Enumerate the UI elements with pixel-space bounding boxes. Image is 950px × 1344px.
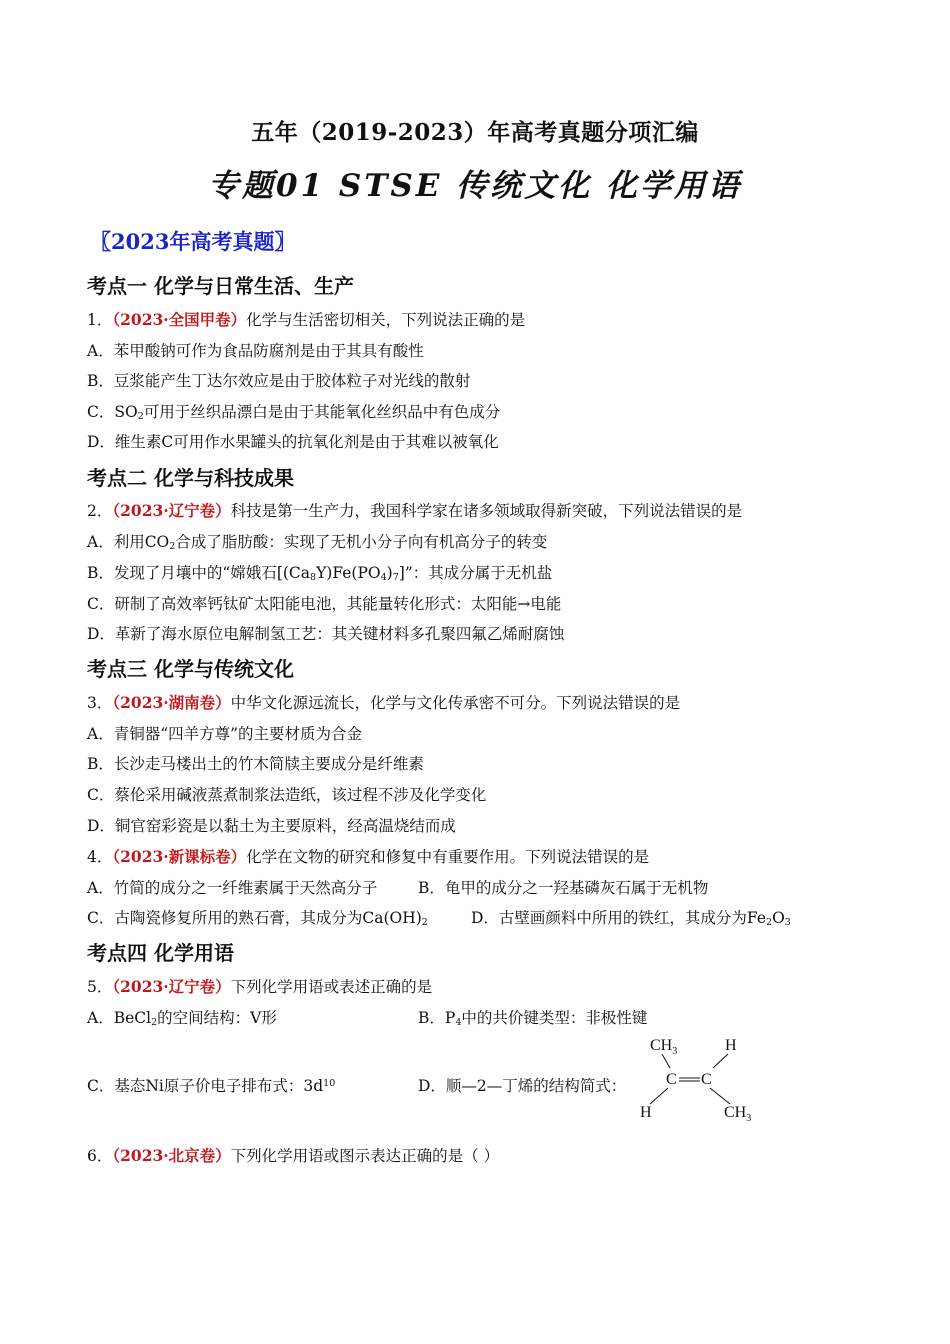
- q1-text: 化学与生活密切相关，下列说法正确的是: [246, 311, 526, 329]
- q5-b-sub: 4: [455, 1017, 462, 1028]
- q1-c-sub: 2: [137, 411, 144, 422]
- q2-b-mid: Y)Fe(PO: [316, 564, 381, 582]
- q1-stem: [87, 308, 525, 330]
- kp1-heading: 考点一 化学与日常生活、生产: [87, 274, 354, 298]
- formula-c-right: C: [701, 1071, 712, 1088]
- q5-option-a: [87, 1006, 277, 1028]
- bond-c-h: [650, 1088, 668, 1104]
- q1-option-a: A．苯甲酸钠可作为食品防腐剂是由于其具有酸性: [87, 342, 424, 360]
- q4-option-c: [87, 906, 428, 928]
- kp2-heading: 考点二 化学与科技成果: [87, 466, 294, 490]
- q2-b-sub1: 8: [310, 572, 317, 583]
- q2-b-sub3: 7: [392, 572, 399, 583]
- q1-option-c: [87, 400, 500, 422]
- q2-a-post: 合成了脂肪酸：实现了无机小分子向有机高分子的转变: [175, 533, 548, 551]
- q4-c-sub: 2: [421, 917, 428, 928]
- q4-stem: [87, 845, 649, 867]
- q4-source: （2023·新课标卷）: [112, 847, 247, 866]
- q2-a-sub: 2: [169, 541, 176, 552]
- q3-option-b: B．长沙走马楼出土的竹木简牍主要成分是纤维素: [87, 755, 424, 773]
- q4-option-a: A．竹简的成分之一纤维素属于天然高分子: [87, 879, 378, 897]
- kp4-heading: 考点四 化学用语: [87, 941, 234, 965]
- q6-number: 6．: [87, 1147, 113, 1165]
- q5-text: 下列化学用语或表述正确的是: [230, 978, 433, 996]
- q5-option-b: [418, 1006, 647, 1028]
- bond-c-ch3: [710, 1088, 730, 1104]
- q1-source: （2023·全国甲卷）: [112, 310, 247, 329]
- q1-c-post: 可用于丝织品漂白是由于其能氧化丝织品中有色成分: [143, 403, 501, 421]
- q2-option-d: D．革新了海水原位电解制氢工艺：其关键材料多孔聚四氟乙烯耐腐蚀: [87, 625, 565, 643]
- formula-h-top: H: [725, 1037, 737, 1054]
- q2-option-b: [87, 561, 552, 583]
- year-section-heading: 〖2023年高考真题〗: [90, 229, 296, 254]
- q5-c-sup: 10: [323, 1078, 336, 1089]
- q4-d-pre: D．古壁画颜料中所用的铁红，其成分为Fe: [471, 909, 767, 927]
- bond-h-c: [713, 1054, 728, 1068]
- q5-stem: [87, 975, 432, 997]
- formula-c-left: C: [666, 1071, 677, 1088]
- q6-text: 下列化学用语或图示表达正确的是（ ）: [230, 1147, 500, 1165]
- q1-c-pre: C．SO: [87, 403, 138, 421]
- q3-option-d: D．铜官窑彩瓷是以黏土为主要原料，经高温烧结而成: [87, 817, 456, 835]
- q2-source: （2023·辽宁卷）: [112, 501, 231, 520]
- q5-b-post: 中的共价键类型：非极性键: [461, 1009, 648, 1027]
- q2-a-pre: A．利用CO: [87, 533, 170, 551]
- q1-option-b: B．豆浆能产生丁达尔效应是由于胶体粒子对光线的散射: [87, 372, 471, 390]
- q5-a-post: 的空间结构：V形: [157, 1009, 277, 1027]
- q4-c-pre: C．古陶瓷修复所用的熟石膏，其成分为Ca(OH): [87, 909, 422, 927]
- q3-option-a: A．青铜器“四羊方尊”的主要材质为合金: [87, 725, 363, 743]
- cis-2-butene-structure: [638, 1030, 768, 1126]
- q5-source: （2023·辽宁卷）: [112, 977, 231, 996]
- q5-b-pre: B．P: [418, 1009, 456, 1027]
- q3-option-c: C．蔡伦采用碱液蒸煮制浆法造纸，该过程不涉及化学变化: [87, 786, 487, 804]
- q5-a-sub: 2: [151, 1017, 158, 1028]
- formula-ch3-top: $CH_3$: [650, 1037, 678, 1057]
- kp3-heading: 考点三 化学与传统文化: [87, 657, 294, 681]
- q4-option-d: [471, 906, 791, 928]
- q2-b-sub2: 4: [380, 572, 387, 583]
- q4-number: 4．: [87, 848, 113, 866]
- q5-c-pre: C．基态Ni原子价电子排布式：3d: [87, 1077, 324, 1095]
- q2-number: 2．: [87, 502, 113, 520]
- q2-text: 科技是第一生产力，我国科学家在诸多领域取得新突破，下列说法错误的是: [230, 502, 743, 520]
- q2-option-c: C．研制了高效率钙钛矿太阳能电池，其能量转化形式：太阳能→电能: [87, 595, 562, 613]
- q4-option-b: B．龟甲的成分之一羟基磷灰石属于无机物: [418, 879, 709, 897]
- q3-stem: [87, 691, 680, 713]
- q1-option-d: D．维生素C可用作水果罐头的抗氧化剂是由于其难以被氧化: [87, 433, 499, 451]
- q5-a-pre: A．BeCl: [87, 1009, 152, 1027]
- q4-d-mid: O: [772, 909, 785, 927]
- q4-d-sub2: 3: [784, 917, 791, 928]
- q5-option-c: [87, 1074, 335, 1096]
- bond-ch3-c: [662, 1054, 670, 1068]
- q6-stem: [87, 1144, 499, 1166]
- q2-b-post: ]”：其成分属于无机盐: [398, 564, 553, 582]
- formula-h-bottom: H: [640, 1104, 652, 1121]
- q1-number: 1．: [87, 311, 113, 329]
- q2-stem: [87, 499, 742, 521]
- q2-b-mid2: ): [386, 564, 393, 582]
- formula-ch3-bottom: $CH_3$: [724, 1104, 752, 1124]
- q2-b-pre: B．发现了月壤中的“嫦娥石[(Ca: [87, 564, 311, 582]
- q3-text: 中华文化源远流长，化学与文化传承密不可分。下列说法错误的是: [230, 694, 681, 712]
- q4-d-sub1: 2: [766, 917, 773, 928]
- q3-source: （2023·湖南卷）: [112, 693, 231, 712]
- q5-number: 5．: [87, 978, 113, 996]
- document-subtitle: 专题01 STSE 传统文化 化学用语: [208, 168, 742, 204]
- document-title: 五年（2019-2023）年高考真题分项汇编: [251, 119, 699, 146]
- q3-number: 3．: [87, 694, 113, 712]
- q4-text: 化学在文物的研究和修复中有重要作用。下列说法错误的是: [246, 848, 650, 866]
- q5-option-d: D．顺—2—丁烯的结构简式：: [418, 1077, 627, 1095]
- q6-source: （2023·北京卷）: [112, 1146, 231, 1165]
- q2-option-a: [87, 530, 547, 552]
